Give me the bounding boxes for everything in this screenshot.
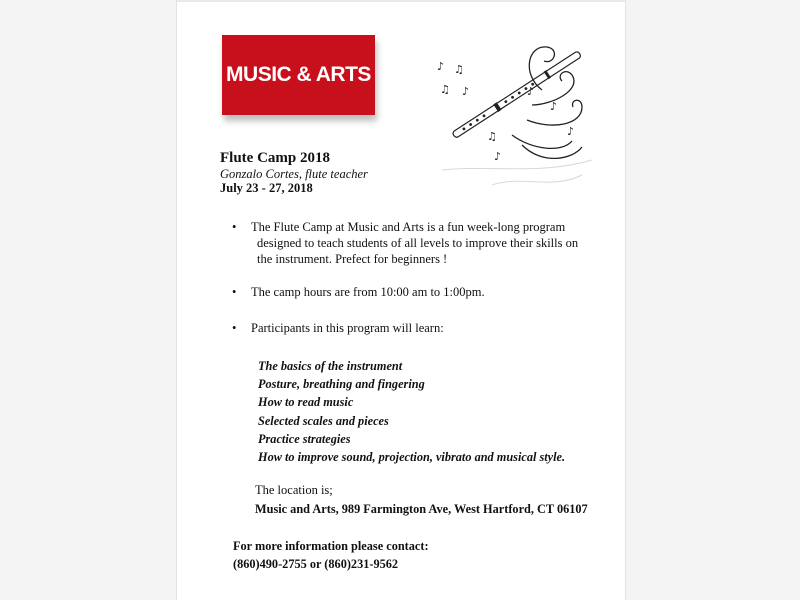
camp-dates: July 23 - 27, 2018 xyxy=(220,181,313,196)
svg-text:♫: ♫ xyxy=(487,130,497,143)
svg-text:♪: ♪ xyxy=(550,100,558,113)
svg-text:♪: ♪ xyxy=(494,150,502,163)
flute-with-music-notes-icon xyxy=(432,35,602,195)
contact-phone-numbers: (860)490-2755 or (860)231-9562 xyxy=(233,557,399,571)
page-top-border xyxy=(177,0,625,2)
location-address: Music and Arts, 989 Farmington Ave, West Hartford, CT 06107 xyxy=(255,502,588,516)
svg-text:♫: ♫ xyxy=(440,83,450,96)
list-item: How to improve sound, projection, vibrato and musical style. xyxy=(258,450,566,465)
bullet-symbol: • xyxy=(232,220,237,234)
camp-title: Flute Camp 2018 xyxy=(220,150,330,166)
music-and-arts-logo xyxy=(222,35,375,115)
flyer-page xyxy=(176,0,626,600)
bullet-camp-hours xyxy=(232,284,591,300)
svg-text:♪: ♪ xyxy=(567,125,575,138)
list-item: How to read music xyxy=(258,395,354,410)
bullet-participants-learn xyxy=(232,320,591,336)
svg-text:♫: ♫ xyxy=(454,63,464,76)
svg-text:♪: ♪ xyxy=(527,85,535,98)
list-item: The basics of the instrument xyxy=(258,359,403,373)
logo-text: MUSIC & ARTS xyxy=(226,63,371,86)
bullet-text xyxy=(251,219,591,267)
learning-topics-list xyxy=(258,357,565,466)
svg-text:♪: ♪ xyxy=(462,85,470,98)
location-label: The location is; xyxy=(255,483,333,497)
bullet-line: The Flute Camp at Music and Arts is a fun week-long program xyxy=(251,220,566,234)
bullet-text: Participants in this program will learn: xyxy=(251,321,444,335)
bullet-symbol: • xyxy=(232,321,237,335)
teacher-name: Gonzalo Cortes, flute teacher xyxy=(220,166,368,181)
list-item: Selected scales and pieces xyxy=(258,413,389,428)
bullet-program-description xyxy=(232,219,591,267)
bullet-line: designed to teach students of all levels to improve their skills on xyxy=(257,236,579,250)
bullet-symbol: • xyxy=(232,285,237,299)
bullet-text: The camp hours are from 10:00 am to 1:00pm. xyxy=(251,285,485,299)
camp-heading xyxy=(220,150,368,196)
contact-label: For more information please contact: xyxy=(233,539,429,553)
list-item: Posture, breathing and fingering xyxy=(258,377,425,392)
bullet-line: the instrument. Prefect for beginners ! xyxy=(257,252,448,266)
svg-text:♪: ♪ xyxy=(437,60,445,73)
list-item: Practice strategies xyxy=(258,431,351,446)
